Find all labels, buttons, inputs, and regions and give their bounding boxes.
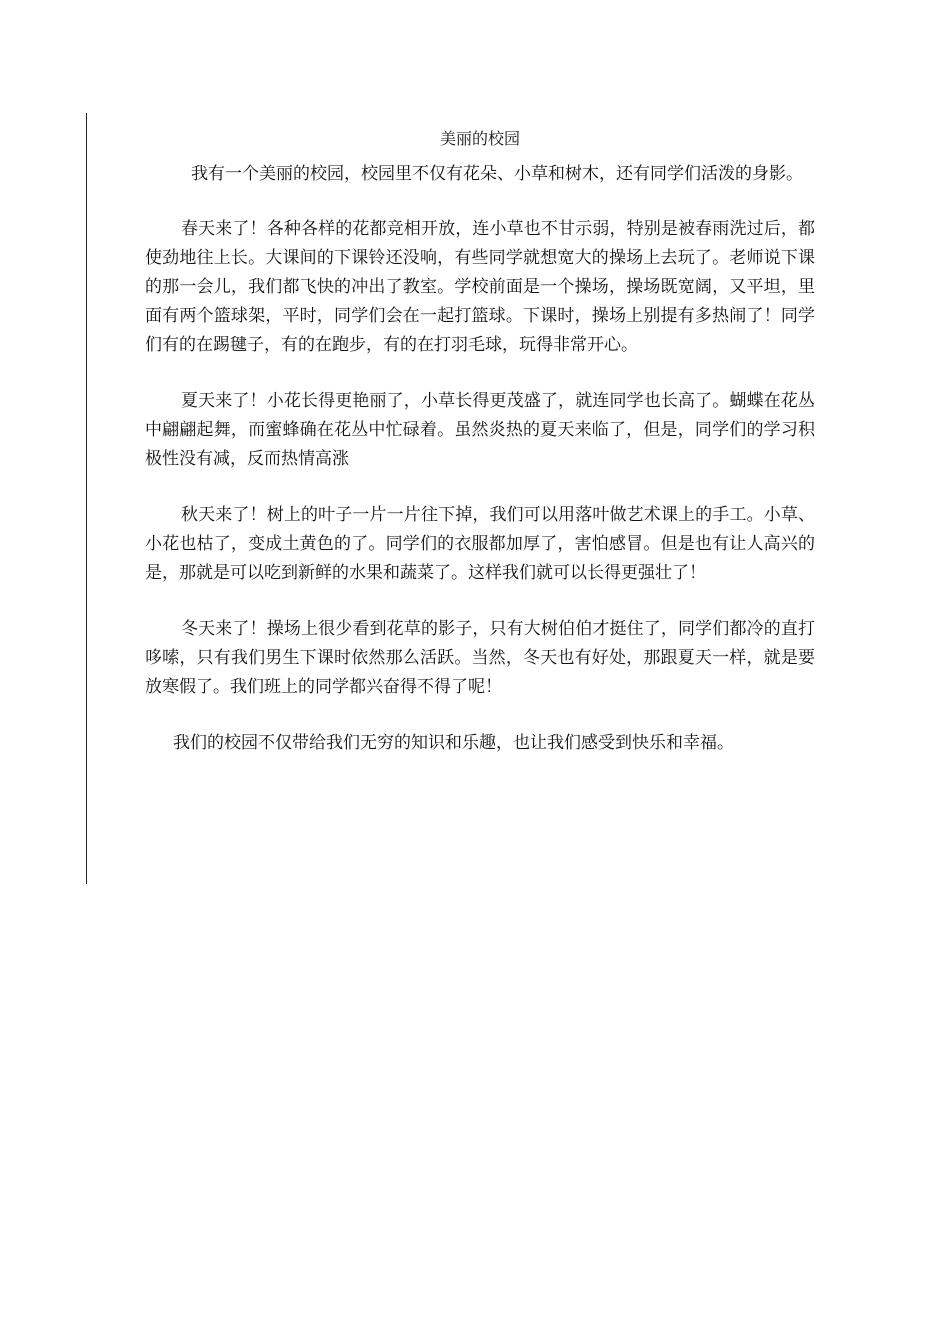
essay-body bbox=[145, 124, 815, 758]
paragraph-summer: 夏天来了！小花长得更艳丽了，小草长得更茂盛了，就连同学也长高了。蝴蝶在花丛中翩翩起舞，而蜜蜂确在花丛中忙碌着。虽然炎热的夏天来临了，但是，同学们的学习积极性没有减，反而热情高涨 bbox=[145, 391, 815, 469]
paragraph-spring: 春天来了！各种各样的花都竞相开放，连小草也不甘示弱，特别是被春雨洗过后，都使劲地往上长。大课间的下课铃还没响，有些同学就想宽大的操场上去玩了。老师说下课的那一会儿，我们都飞快的冲出了教室。学校前面是一个操场，操场既宽阔，又平坦，里面有两个篮球架，平时，同学们会在一起打篮球。下课时，操场上别提有多热闹了！同学们有的在踢毽子，有的在跑步，有的在打羽毛球，玩得非常开心。 bbox=[145, 219, 815, 355]
paragraph-conclusion: 我们的校园不仅带给我们无穷的知识和乐趣，也让我们感受到快乐和幸福。 bbox=[173, 733, 734, 753]
essay-title: 美丽的校园 bbox=[439, 129, 520, 148]
paragraph-intro: 我有一个美丽的校园，校园里不仅有花朵、小草和树木，还有同学们活泼的身影。 bbox=[191, 164, 803, 184]
paragraph-winter: 冬天来了！操场上很少看到花草的影子，只有大树伯伯才挺住了，同学们都冷的直打哆嗦，只有我们男生下课时依然那么活跃。当然，冬天也有好处，那跟夏天一样，就是要放寒假了。我们班上的同学都兴奋得不得了呢！ bbox=[145, 619, 815, 697]
margin-rule bbox=[86, 113, 87, 884]
paragraph-autumn: 秋天来了！树上的叶子一片一片往下掉，我们可以用落叶做艺术课上的手工。小草、小花也枯了，变成土黄色的了。同学们的衣服都加厚了，害怕感冒。但是也有让人高兴的是，那就是可以吃到新鲜的水果和蔬菜了。这样我们就可以长得更强壮了！ bbox=[145, 505, 815, 583]
